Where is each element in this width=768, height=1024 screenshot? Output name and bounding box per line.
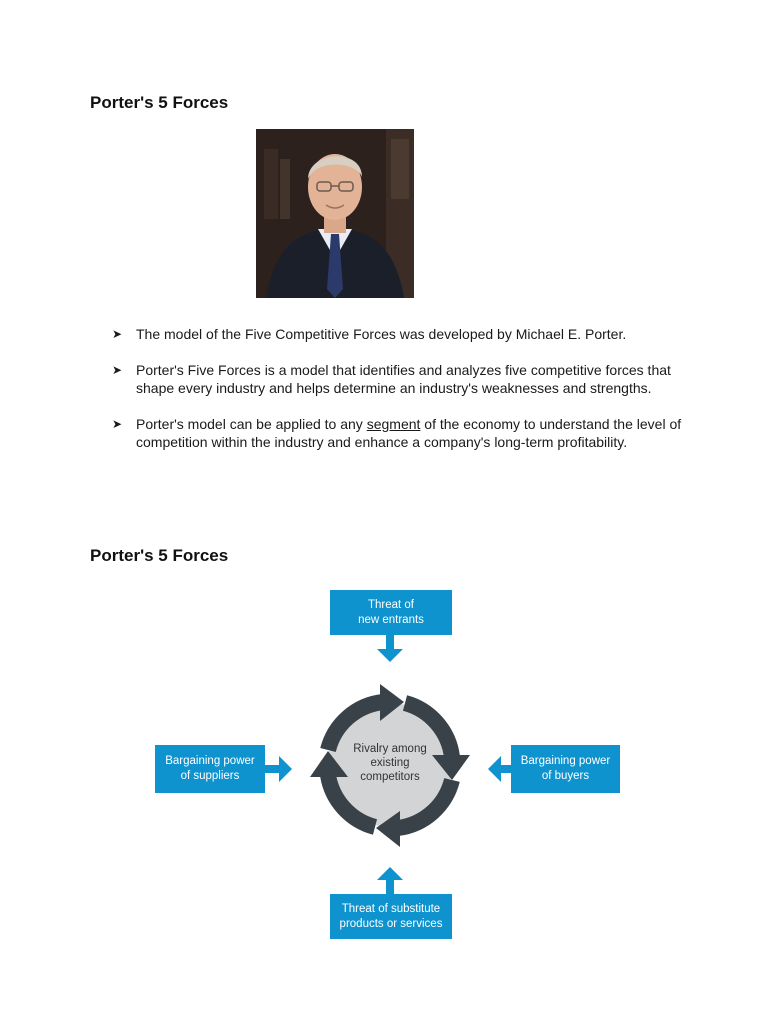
arrow-top-shaft: [386, 635, 394, 651]
portrait-illustration: [256, 129, 414, 298]
arrow-left-shaft: [265, 765, 281, 773]
bullet-list: [112, 325, 692, 469]
bullet-text: The model of the Five Competitive Forces was developed by Michael E. Porter.: [136, 326, 627, 342]
box-threat-new-entrants: Threat of new entrants: [330, 590, 452, 635]
bullet-item: [112, 415, 692, 451]
arrow-bullet-icon: ➤: [112, 327, 123, 341]
arrow-right-head: [488, 756, 501, 782]
bullet-item: [112, 361, 692, 397]
box-threat-substitutes: Threat of substitute products or services: [330, 894, 452, 939]
bullet-item: [112, 325, 692, 343]
section-heading-2: Porter's 5 Forces: [90, 546, 229, 565]
section-heading-1: Porter's 5 Forces: [90, 93, 229, 112]
bullet-text: of the economy to understand the level of competition within the industry and enhance a company's long-term profitability.: [136, 416, 682, 450]
box-supplier-power: Bargaining power of suppliers: [155, 745, 265, 793]
arrow-bottom-head: [377, 867, 403, 880]
bullet-text: Porter's model can be applied to any: [136, 416, 367, 432]
portrait-photo: [256, 129, 414, 298]
five-forces-diagram: [150, 585, 630, 945]
arrow-bullet-icon: ➤: [112, 417, 123, 431]
arrow-top-head: [377, 649, 403, 662]
arrow-bottom-shaft: [386, 878, 394, 894]
center-rivalry-label: Rivalry among existing competitors: [353, 743, 427, 783]
box-buyer-power: Bargaining power of buyers: [511, 745, 620, 793]
arrow-bullet-icon: ➤: [112, 363, 123, 377]
bullet-text: Porter's Five Forces is a model that identifies and analyzes five competitive forces that shape every industry and helps determine an industry's weaknesses and strengths.: [136, 362, 671, 396]
segment-link[interactable]: segment: [366, 416, 421, 432]
arrow-left-head: [279, 756, 292, 782]
